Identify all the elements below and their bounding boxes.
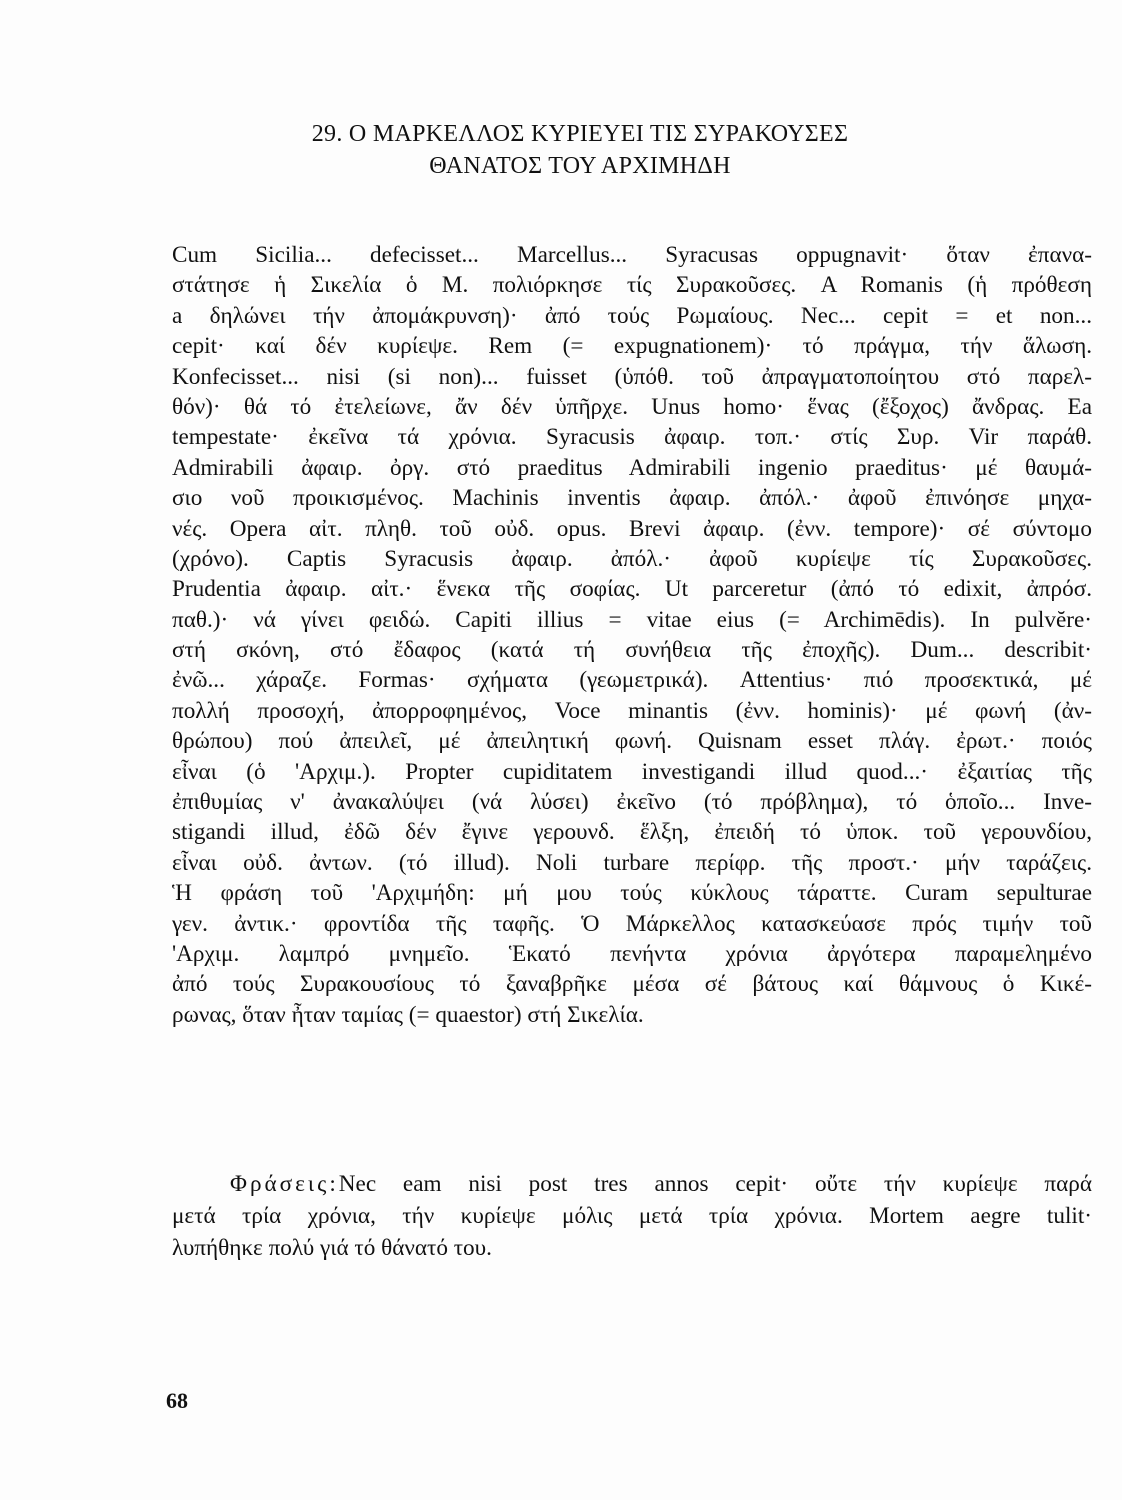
text-line: ἐπιθυμίας ν' ἀνακαλύψει (νά λύσει) ἐκεῖνο (τό πρόβλημα), τό ὁποῖο... Inve- <box>172 789 1092 816</box>
text-line: νές. Opera αἰτ. πληθ. τοῦ οὐδ. opus. Brevi ἀφαιρ. (ἐνν. tempore)· σέ σύντομο <box>172 515 1092 542</box>
text-line: στάτησε ἡ Σικελία ὁ Μ. πολιόρκησε τίς Συρακοῦσες. A Romanis (ἡ πρόθεση <box>172 272 1092 299</box>
chapter-heading <box>160 118 1000 182</box>
text-line: stigandi illud, ἐδῶ δέν ἔγινε γερουνδ. ἕλξη, ἐπειδή τό ὑποκ. τοῦ γερουνδίου, <box>172 819 1092 846</box>
text-line: Admirabili ἀφαιρ. ὀργ. στό praeditus Admirabili ingenio praeditus· μέ θαυμά- <box>172 454 1092 481</box>
text-line: παθ.)· νά γίνει φειδώ. Capiti illius = vitae eius (= Archimēdis). In pulvĕre· <box>172 606 1092 633</box>
text-line: θόν)· θά τό ἐτελείωνε, ἄν δέν ὑπῆρχε. Unus homo· ἕνας (ἔξοχος) ἄνδρας. Ea <box>172 393 1092 420</box>
text-line: σιο νοῦ προικισμένος. Machinis inventis ἀφαιρ. ἀπόλ.· ἀφοῦ ἐπινόησε μηχα- <box>172 485 1092 512</box>
text-line: ἐνῶ... χάραζε. Formas· σχήματα (γεωμετρικά). Attentius· πιό προσεκτικά, μέ <box>172 667 1092 694</box>
text-line: a δηλώνει τήν ἀπομάκρυνση)· ἀπό τούς Ρωμαίους. Nec... cepit = et non... <box>172 302 1092 329</box>
text-line: γεν. ἀντικ.· φροντίδα τῆς ταφῆς. Ὁ Μάρκελλος κατασκεύασε πρός τιμήν τοῦ <box>172 910 1092 937</box>
commentary-paragraph <box>172 240 1092 1030</box>
text-line: tempestate· ἐκεῖνα τά χρόνια. Syracusis ἀφαιρ. τοπ.· στίς Συρ. Vir παράθ. <box>172 424 1092 451</box>
text-line: Konfecisset... nisi (si non)... fuisset (ὑπόθ. τοῦ ἀπραγματοποίητου στό παρελ- <box>172 363 1092 390</box>
text-line: ἀπό τούς Συρακουσίους τό ξαναβρῆκε μέσα σέ βάτους καί θάμνους ὁ Κικέ- <box>172 971 1092 998</box>
text-line: Cum Sicilia... defecisset... Marcellus... Syracusas oppugnavit· ὅταν ἐπανα- <box>172 242 1092 268</box>
phrases-line: μετά τρία χρόνια, τήν κυρίεψε μόλις μετά τρία χρόνια. Mortem aegre tulit· <box>172 1203 1092 1229</box>
phrases-label: Φράσεις: <box>230 1171 339 1197</box>
text-line: στή σκόνη, στό ἔδαφος (κατά τή συνήθεια τῆς ἐποχῆς). Dum... describit· <box>172 637 1092 664</box>
text-line: 'Αρχιμ. λαμπρό μνημεῖο. Ἑκατό πενήντα χρόνια ἀργότερα παραμελημένο <box>172 940 1092 967</box>
phrases-line: λυπήθηκε πολύ γιά τό θάνατό του. <box>172 1235 492 1261</box>
phrases-line <box>172 1168 1092 1200</box>
chapter-title-line-2: ΘΑΝΑΤΟΣ ΤΟΥ ΑΡΧΙΜΗΔΗ <box>429 153 731 179</box>
text-line: θρώπου) πού ἀπειλεῖ, μέ ἀπειλητική φωνή. Quisnam esset πλάγ. ἐρωτ.· ποιός <box>172 728 1092 755</box>
chapter-title-line-1: 29. Ο ΜΑΡΚΕΛΛΟΣ ΚΥΡΙΕΥΕΙ ΤΙΣ ΣΥΡΑΚΟΥΣΕΣ <box>311 121 849 147</box>
phrases-text: Nec eam nisi post tres annos cepit· οὔτε τήν κυρίεψε παρά <box>338 1171 1092 1197</box>
text-line: εἶναι οὐδ. ἀντων. (τό illud). Noli turbare περίφρ. τῆς προστ.· μήν ταράζεις. <box>172 849 1092 876</box>
text-line: (χρόνο). Captis Syracusis ἀφαιρ. ἀπόλ.· ἀφοῦ κυρίεψε τίς Συρακοῦσες. <box>172 545 1092 572</box>
text-line: cepit· καί δέν κυρίεψε. Rem (= expugnationem)· τό πράγμα, τήν ἅλωση. <box>172 333 1092 360</box>
phrases-section <box>172 1168 1092 1264</box>
text-line: εἶναι (ὁ 'Αρχιμ.). Propter cupiditatem investigandi illud quod...· ἐξαιτίας τῆς <box>172 758 1092 785</box>
text-line: Prudentia ἀφαιρ. αἰτ.· ἕνεκα τῆς σοφίας. Ut parceretur (ἀπό τό edixit, ἀπρόσ. <box>172 576 1092 603</box>
text-line: ρωνας, ὅταν ἦταν ταμίας (= quaestor) στή Σικελία. <box>172 1001 644 1028</box>
text-line: πολλή προσοχή, ἀπορροφημένος, Voce minantis (ἐνν. hominis)· μέ φωνή (ἀν- <box>172 697 1092 724</box>
text-line: Ἡ φράση τοῦ 'Αρχιμήδη: μή μου τούς κύκλους τάραττε. Curam sepulturae <box>172 880 1092 907</box>
page-number: 68 <box>166 1388 188 1413</box>
